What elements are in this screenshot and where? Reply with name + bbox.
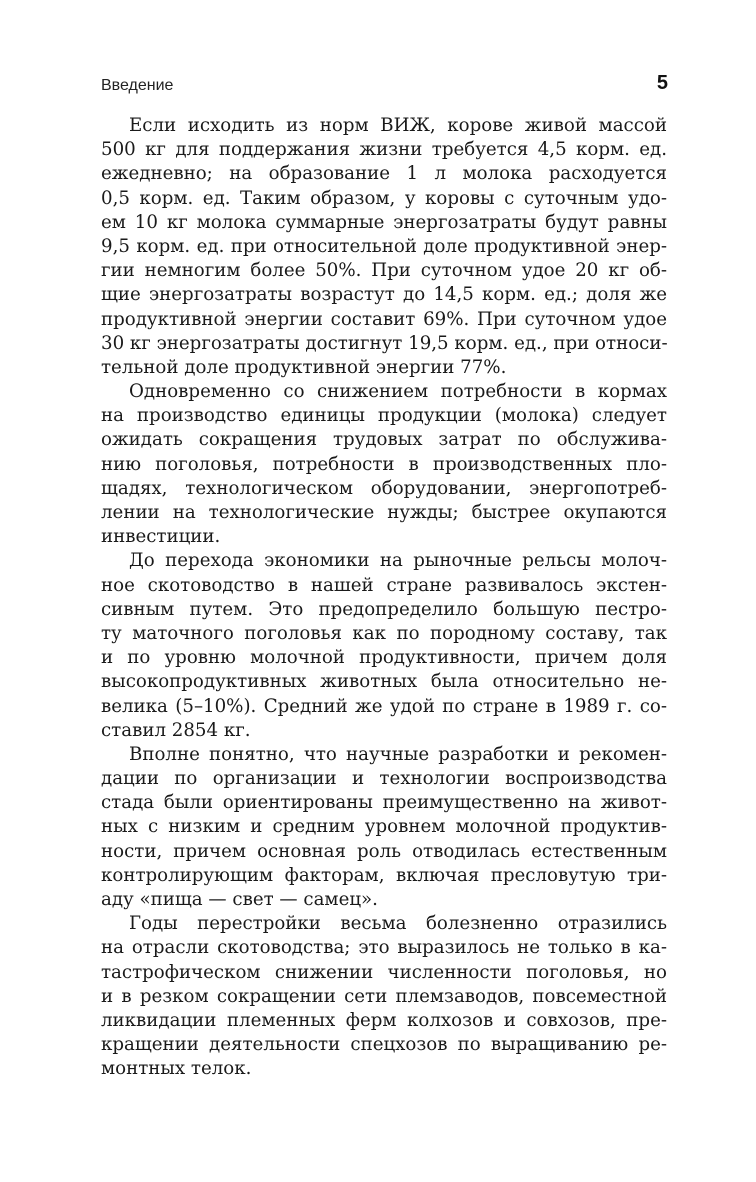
paragraph-5 <box>101 912 667 1081</box>
text-line: на производство единицы продукции (молока) следует <box>101 405 667 427</box>
text-line: лении на технологические нужды; быстрее окупаются <box>101 502 667 523</box>
text-line: контролирующим факторам, включая пресловутую три- <box>101 864 667 886</box>
text-line: монтных телок. <box>101 1058 252 1080</box>
text-line: До перехода экономики на рыночные рельсы молоч- <box>129 550 667 572</box>
text-line: тельной доле продуктивной энергии 77%. <box>101 356 507 378</box>
running-head: Введение <box>101 77 174 94</box>
text-line: Годы перестройки весьма болезненно отразились <box>129 913 667 935</box>
text-line: ожидать сокращения трудовых затрат по обслужива- <box>101 429 667 451</box>
text-line: 0,5 корм. ед. Таким образом, у коровы с суточным удо- <box>101 187 667 209</box>
paragraph-4 <box>101 743 667 912</box>
text-line: Если исходить из норм ВИЖ, корове живой массой <box>129 115 667 136</box>
text-line: дации по организации и технологии воспроизводства <box>101 768 667 790</box>
text-line: ликвидации племенных ферм колхозов и совхозов, пре- <box>101 1009 667 1031</box>
text-line: аду «пища — свет — самец». <box>101 889 378 910</box>
text-line: инвестиции. <box>101 526 221 548</box>
text-line: ности, причем основная роль отводилась естественным <box>101 840 667 862</box>
text-line: стада были ориентированы преимущественно на живот- <box>101 792 667 814</box>
text-line: щие энергозатраты возрастут до 14,5 корм. ед.; доля же <box>101 284 667 306</box>
paragraph-1 <box>101 114 667 380</box>
text-line: ежедневно; на образование 1 л молока расходуется <box>101 163 667 185</box>
text-line: Вполне понятно, что научные разработки и рекомен- <box>129 743 667 765</box>
page-number: 5 <box>656 72 668 94</box>
text-line: ставил 2854 кг. <box>101 719 251 741</box>
paragraph-2 <box>101 380 667 549</box>
text-line: ем 10 кг молока суммарные энергозатраты будут равны <box>101 211 667 233</box>
text-line: гии немногим более 50%. При суточном удое 20 кг об- <box>101 260 667 282</box>
text-line: продуктивной энергии составит 69%. При суточном удое <box>101 308 667 330</box>
paragraph-3 <box>101 549 667 743</box>
text-line: ное скотоводство в нашей стране развивалось экстен- <box>101 574 667 596</box>
text-line: и по уровню молочной продуктивности, причем доля <box>101 647 667 669</box>
text-line: Одновременно со снижением потребности в кормах <box>129 381 667 403</box>
text-line: тастрофическом снижении численности поголовья, но <box>101 961 667 983</box>
text-line: ту маточного поголовья как по породному составу, так <box>101 622 667 644</box>
text-line: сивным путем. Это предопределило большую пестро- <box>101 598 667 620</box>
text-line: 500 кг для поддержания жизни требуется 4,5 корм. ед. <box>101 139 667 161</box>
text-line: на отрасли скотоводства; это выразилось не только в ка- <box>101 937 667 959</box>
text-line: высокопродуктивных животных была относительно не- <box>101 671 667 693</box>
text-line: 30 кг энергозатраты достигнут 19,5 корм. ед., при относи- <box>101 332 668 354</box>
text-line: и в резком сокращении сети племзаводов, повсеместной <box>101 985 667 1007</box>
text-line: нию поголовья, потребности в производственных пло- <box>101 453 667 475</box>
text-line: ных с низким и средним уровнем молочной продуктив- <box>101 816 667 838</box>
body-text <box>101 114 667 1082</box>
text-line: 9,5 корм. ед. при относительной доле продуктивной энер- <box>101 235 667 257</box>
text-line: щадях, технологическом оборудовании, энергопотреб- <box>101 477 667 499</box>
text-line: велика (5–10%). Средний же удой по стране в 1989 г. со- <box>101 695 667 717</box>
text-line: кращении деятельности спецхозов по выращиванию ре- <box>101 1034 667 1056</box>
